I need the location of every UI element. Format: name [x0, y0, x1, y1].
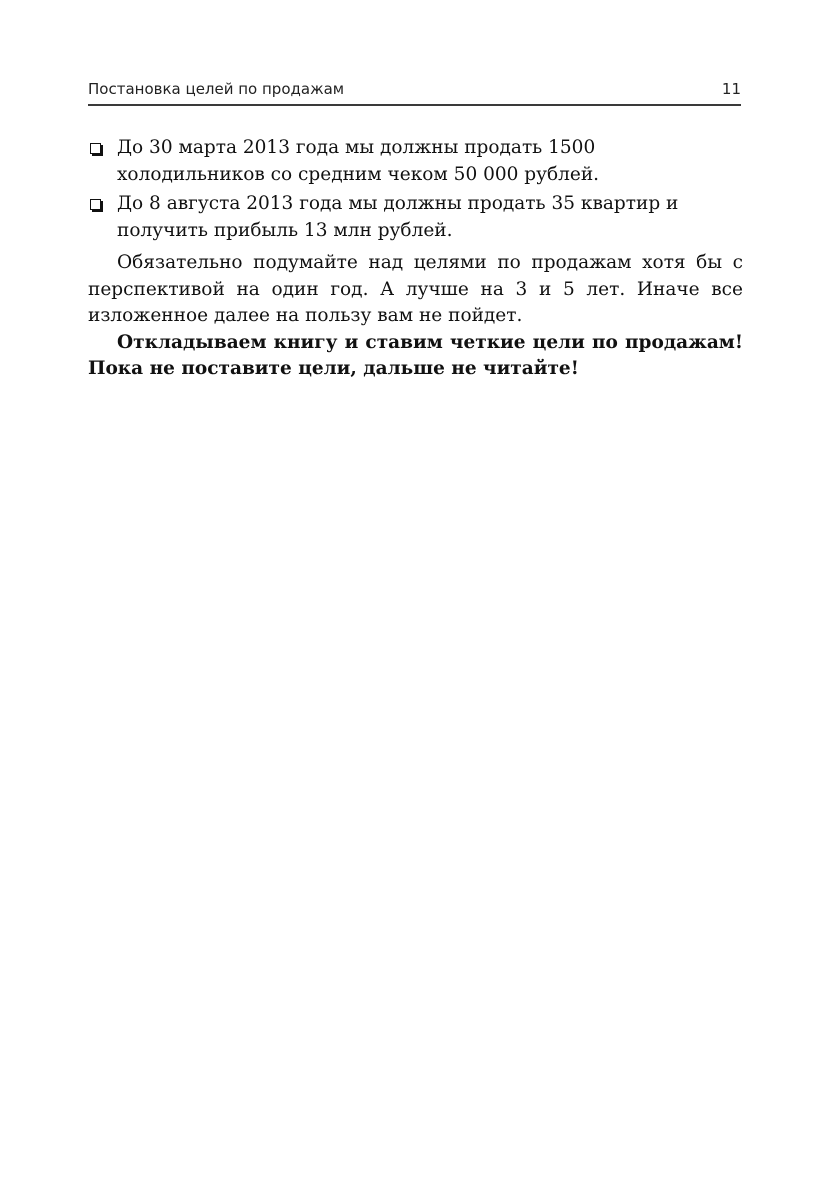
page-body [88, 135, 743, 383]
checkbox-icon [90, 199, 101, 210]
emphasis-paragraph: Откладываем книгу и ставим четкие цели по продажам! Пока не поставите цели, дальше не читайте! [88, 331, 743, 379]
chapter-title: Постановка целей по продажам [88, 80, 345, 98]
page-number: 11 [721, 80, 741, 98]
checkbox-icon [90, 143, 101, 154]
list-item-text: До 30 марта 2013 года мы должны продать 1500 холодильников со средним чеком 50 000 рублей. [117, 137, 600, 185]
list-item [88, 191, 743, 244]
running-header [88, 78, 741, 106]
body-paragraph: Обязательно подумайте над целями по продажам хотя бы с перспективой на один год. А лучше на 3 и 5 лет. Иначе все изложенное далее на пользу вам не пойдет. [88, 252, 743, 326]
list-item-text: До 8 августа 2013 года мы должны продать 35 квартир и получить прибыль 13 млн рублей. [117, 193, 679, 241]
list-item [88, 135, 743, 188]
goal-examples-list [88, 135, 743, 244]
